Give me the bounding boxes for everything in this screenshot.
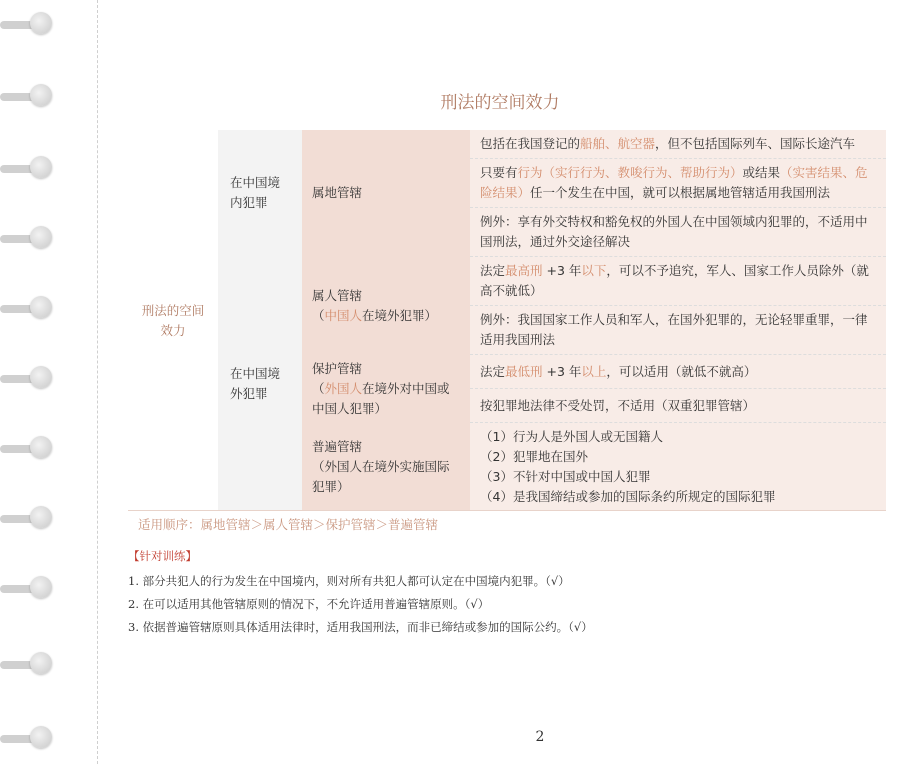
binder-ring — [0, 436, 52, 462]
binder-ring — [0, 296, 52, 322]
universal-jurisdiction-label: 普遍管辖 （外国人在境外实施国际犯罪） — [302, 423, 470, 512]
inside-china-label: 在中国境内犯罪 — [218, 130, 302, 257]
list-item: （1）行为人是外国人或无国籍人 — [480, 429, 663, 444]
margin-divider — [97, 0, 98, 764]
universal-conditions — [470, 423, 886, 512]
outside-china-label: 在中国境外犯罪 — [218, 257, 302, 512]
personal-rule-2: 例外：我国国家工作人员和军人，在国外犯罪的，无论轻罪重罪，一律适用我国刑法 — [470, 306, 886, 355]
page-title: 刑法的空间效力 — [440, 93, 560, 113]
binder-ring — [0, 652, 52, 678]
binder-ring — [0, 366, 52, 392]
list-item: （2）犯罪地在国外 — [480, 449, 588, 464]
territorial-rule-1: 包括在我国登记的船舶、航空器，但不包括国际列车、国际长途汽车 — [470, 130, 886, 159]
application-order: 适用顺序：属地管辖＞属人管辖＞保护管辖＞普遍管辖 — [128, 510, 886, 533]
table-row — [128, 130, 886, 159]
table-row — [128, 257, 886, 306]
training-question: 1. 部分共犯人的行为发生在中国境内，则对所有共犯人都可认定在中国境内犯罪。（√） — [128, 574, 570, 588]
binder-ring — [0, 226, 52, 252]
personal-rule-1: 法定最高刑 +3 年以下，可以不予追究，军人、国家工作人员除外（就高不就低） — [470, 257, 886, 306]
protective-jurisdiction-label: 保护管辖 （外国人在境外对中国或中国人犯罪） — [302, 355, 470, 423]
list-item: （4）是我国缔结或参加的国际条约所规定的国际犯罪 — [480, 489, 776, 504]
list-item: （3）不针对中国或中国人犯罪 — [480, 469, 651, 484]
territorial-rule-3: 例外：享有外交特权和豁免权的外国人在中国领域内犯罪的，不适用中国刑法，通过外交途径解决 — [470, 208, 886, 257]
binder-ring — [0, 506, 52, 532]
jurisdiction-table — [128, 130, 886, 511]
binder-rings — [0, 0, 60, 764]
training-section — [128, 548, 593, 639]
page-number: 2 — [535, 729, 545, 745]
training-question: 3. 依据普遍管辖原则具体适用法律时，适用我国刑法，而非已缔结或参加的国际公约。（√） — [128, 620, 593, 634]
training-question: 2. 在可以适用其他管辖原则的情况下，不允许适用普遍管辖原则。（√） — [128, 597, 490, 611]
protective-rule-1: 法定最低刑 +3 年以上，可以适用（就低不就高） — [470, 355, 886, 389]
binder-ring — [0, 576, 52, 602]
territorial-rule-2: 只要有行为（实行行为、教唆行为、帮助行为）或结果（实害结果、危险结果）任一个发生在中国，就可以根据属地管辖适用我国刑法 — [470, 159, 886, 208]
binder-ring — [0, 12, 52, 38]
binder-ring — [0, 156, 52, 182]
territorial-jurisdiction-label: 属地管辖 — [302, 130, 470, 257]
protective-rule-2: 按犯罪地法律不受处罚，不适用（双重犯罪管辖） — [470, 389, 886, 423]
row-header: 刑法的空间效力 — [128, 130, 218, 511]
training-title: 【针对训练】 — [128, 549, 197, 563]
personal-jurisdiction-label: 属人管辖 （中国人在境外犯罪） — [302, 257, 470, 355]
